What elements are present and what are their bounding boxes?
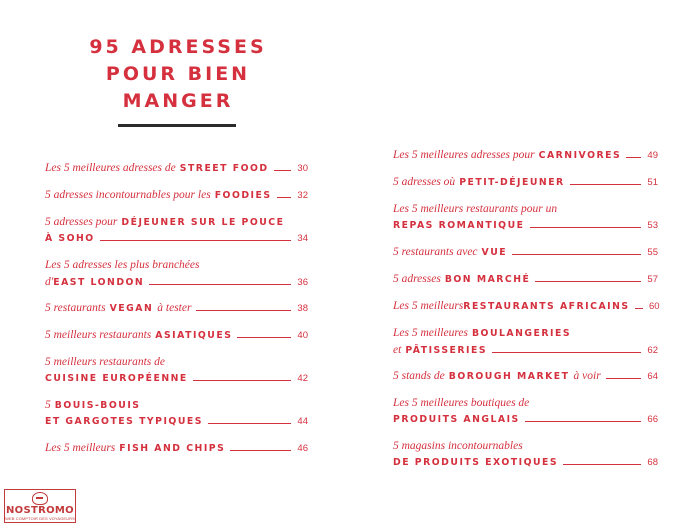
entry-keyword: CARNIVORES [538, 150, 622, 161]
dotted-leader [606, 378, 641, 379]
toc-entry-line [393, 271, 658, 288]
entry-keyword: CUISINE EUROPÉENNE [45, 372, 188, 384]
dotted-leader [230, 450, 291, 451]
logo-tagline: WEB COMPTOIR DES VOYAGEURS [5, 516, 75, 521]
toc-entry [393, 271, 658, 288]
page-number: 51 [647, 177, 658, 188]
toc-entry-line [393, 298, 658, 315]
entry-text: 5 restaurants [45, 302, 106, 314]
entry-text: à tester [157, 302, 192, 314]
page-number: 44 [297, 415, 308, 427]
entry-keyword: BOULANGERIES [471, 328, 572, 339]
dotted-leader [535, 281, 641, 282]
title-line-2: POUR BIEN [105, 63, 251, 85]
toc-entry [393, 298, 658, 315]
entry-text: Les 5 adresses les plus branchées [45, 259, 200, 271]
toc-entry [393, 201, 658, 234]
dotted-leader [208, 423, 291, 424]
dotted-leader [149, 284, 291, 285]
dotted-leader [525, 421, 641, 422]
entry-text: et [393, 343, 402, 356]
page-number: 55 [647, 247, 658, 258]
toc-entry-line [45, 414, 308, 431]
entry-text: Les 5 meilleurs restaurants pour un [393, 203, 558, 215]
page-number: 40 [297, 330, 308, 341]
entry-keyword: BOROUGH MARKET [448, 371, 570, 382]
toc-entry [45, 440, 308, 457]
page-number: 68 [647, 456, 658, 468]
dotted-leader [635, 308, 643, 309]
dotted-leader [626, 157, 641, 158]
entry-text: 5 stands de [393, 370, 445, 382]
toc-entry [393, 244, 658, 261]
entry-text: Les 5 meilleures adresses de [45, 162, 176, 174]
entry-keyword: BOUIS-BOUIS [54, 400, 141, 411]
page-number: 49 [647, 150, 658, 161]
toc-entry-line [45, 257, 308, 274]
dotted-leader [277, 197, 291, 198]
entry-text: Les 5 meilleurs [45, 442, 116, 454]
entry-keyword: PETIT-DÉJEUNER [459, 177, 565, 188]
page-number: 36 [297, 276, 308, 288]
toc-entry-line [393, 438, 658, 455]
page-number: 46 [297, 443, 308, 454]
toc-entry-line [393, 342, 658, 359]
toc-entry [393, 174, 658, 191]
toc-entry [45, 354, 308, 387]
entry-keyword: STREET FOOD [179, 163, 269, 174]
page-number: 42 [297, 372, 308, 384]
entry-keyword: BON MARCHÉ [444, 274, 531, 285]
entry-text: à voir [573, 370, 601, 382]
toc-entry-line [45, 187, 308, 204]
toc-entry-line [45, 440, 308, 457]
entry-keyword: EAST LONDON [53, 276, 145, 288]
toc-entry [45, 187, 308, 204]
logo-name: NOSTROMO [6, 505, 74, 516]
entry-keyword: FOODIES [214, 190, 272, 201]
toc-entry [45, 257, 308, 290]
entry-keyword: VUE [481, 247, 508, 258]
entry-keyword: VEGAN [109, 303, 154, 314]
entry-text: 5 adresses où [393, 176, 456, 188]
toc-entry-line [45, 397, 308, 414]
title-line-3: MANGER [122, 90, 234, 112]
entry-text: 5 adresses [393, 273, 441, 285]
page-number: 66 [647, 413, 658, 425]
entry-keyword: FISH AND CHIPS [119, 443, 226, 454]
dotted-leader [570, 184, 641, 185]
dotted-leader [193, 380, 291, 381]
entry-keyword: DE PRODUITS EXOTIQUES [393, 456, 559, 468]
toc-entry [393, 147, 658, 164]
dotted-leader [196, 310, 291, 311]
toc-entry [393, 325, 658, 358]
page-number: 57 [647, 274, 658, 285]
toc-entry-line [393, 201, 658, 218]
globe-icon [32, 492, 48, 505]
toc-entry-line [393, 395, 658, 412]
dotted-leader [492, 352, 641, 353]
entry-keyword: ASIATIQUES [155, 330, 233, 341]
page-number: 30 [297, 163, 308, 174]
title-underline [118, 124, 236, 127]
entry-text: 5 meilleurs restaurants [45, 329, 152, 341]
toc-entry [45, 397, 308, 430]
page-title [78, 34, 278, 115]
entry-text: 5 [45, 399, 51, 411]
toc-entry [393, 368, 658, 385]
entry-text: 5 adresses incontournables pour les [45, 189, 211, 201]
toc-entry-line [393, 147, 658, 164]
entry-keyword: PRODUITS ANGLAIS [393, 413, 520, 425]
entry-text: d' [45, 275, 54, 288]
page-number: 62 [647, 344, 658, 356]
toc-entry-line [45, 354, 308, 371]
title-line-1: 95 ADRESSES [89, 36, 267, 58]
toc-entry-line [393, 368, 658, 385]
toc-entry-line [45, 327, 308, 344]
toc-entry-line [45, 214, 308, 231]
toc-entry-line [393, 218, 658, 235]
entry-keyword: DÉJEUNER SUR LE POUCE [121, 217, 285, 228]
entry-text: Les 5 meilleurs [393, 300, 464, 312]
page-number: 34 [297, 232, 308, 244]
page-number: 60 [649, 301, 660, 312]
toc-entry [45, 327, 308, 344]
entry-text: 5 magasins incontournables [393, 440, 523, 452]
toc-entry [393, 395, 658, 428]
dotted-leader [237, 337, 291, 338]
toc-entry-line [393, 412, 658, 429]
toc-entry-line [45, 231, 308, 248]
entry-keyword: ET GARGOTES TYPIQUES [45, 415, 203, 427]
dotted-leader [512, 254, 641, 255]
toc-entry-line [393, 455, 658, 472]
toc-entry [45, 160, 308, 177]
toc-entry-line [393, 325, 658, 342]
page-number: 32 [297, 190, 308, 201]
entry-text: Les 5 meilleures [393, 327, 468, 339]
dotted-leader [530, 227, 642, 228]
toc-entry-line [45, 160, 308, 177]
entry-keyword: REPAS ROMANTIQUE [393, 219, 525, 231]
page-number: 53 [647, 219, 658, 231]
entry-text: 5 restaurants avec [393, 246, 478, 258]
entry-keyword: À SOHO [45, 232, 95, 244]
entry-keyword: PÂTISSERIES [405, 344, 488, 356]
entry-text: 5 adresses pour [45, 216, 118, 228]
entry-text: Les 5 meilleures adresses pour [393, 149, 535, 161]
nostromo-logo [4, 489, 76, 523]
entry-text: 5 meilleurs restaurants de [45, 356, 165, 368]
dotted-leader [274, 170, 291, 171]
toc-entry [45, 300, 308, 317]
toc-entry-line [393, 244, 658, 261]
page-number: 38 [297, 303, 308, 314]
dotted-leader [100, 240, 291, 241]
toc-entry-line [393, 174, 658, 191]
toc-entry-line [45, 274, 308, 291]
toc-entry [393, 438, 658, 471]
toc-entry-line [45, 371, 308, 388]
dotted-leader [563, 464, 641, 465]
entry-keyword: RESTAURANTS AFRICAINS [463, 301, 630, 312]
page-number: 64 [647, 371, 658, 382]
toc-entry [45, 214, 308, 247]
toc-entry-line [45, 300, 308, 317]
entry-text: Les 5 meilleures boutiques de [393, 397, 530, 409]
